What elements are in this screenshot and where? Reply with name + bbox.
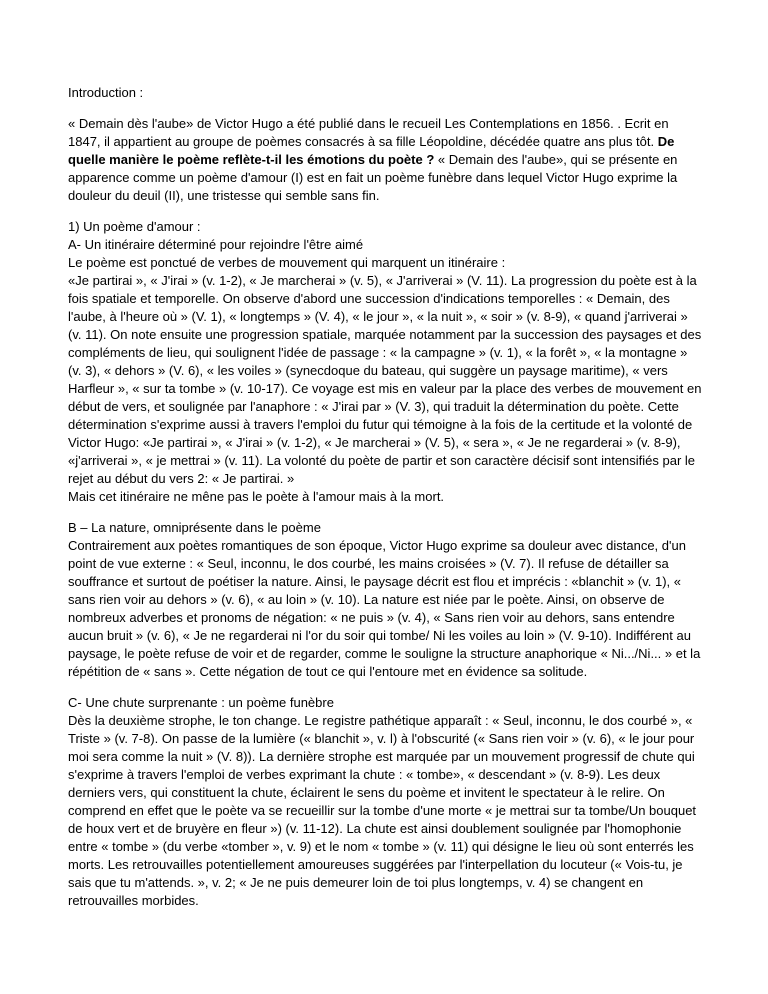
section-1-part-b xyxy=(68,519,702,681)
part-b-body: Contrairement aux poètes romantiques de son époque, Victor Hugo exprime sa douleur avec distance, d'un point de vue externe : « Seul, inconnu, le dos courbé, les mains croisées » (V. 7). Il refuse de détailler sa souffrance et surtout de poétiser la nature. Ainsi, le paysage décrit est flou et imprécis : «blanchit » (v. 1), « sans rien voir au dehors » (v. 6), « au loin » (v. 10). La nature est niée par le poète. Ainsi, on observe de nombreux adverbes et pronoms de négation: « ne puis » (v. 4), « Sans rien voir au dehors, sans entendre aucun bruit » (v. 6), « Je ne regarderai ni l'or du soir qui tombe/ Ni les voiles au loin » (V. 9-10). Indifférent au paysage, le poète refuse de voir et de regarder, comme le souligne la structure anaphorique « Ni.../Ni... » et la répétition de « sans ». Cette négation de tout ce qui l'entoure met en évidence sa solitude. xyxy=(68,538,701,679)
problematique-bold-text: De quelle manière le poème reflète-t-il les émotions du poète ? xyxy=(68,134,675,167)
section-1-part-c xyxy=(68,694,702,910)
intro-heading: Introduction : xyxy=(68,85,144,100)
part-a-heading: A- Un itinéraire déterminé pour rejoindre l'être aimé xyxy=(68,237,364,252)
intro-text-after-bold: « Demain des l'aube», qui se présente en apparence comme un poème d'amour (I) est en fait un poème funèbre dans lequel Victor Hugo exprime la douleur du deuil (II), une tristesse qui semble sans fin. xyxy=(68,152,678,203)
part-c-body: Dès la deuxième strophe, le ton change. Le registre pathétique apparaît : « Seul, inconnu, le dos courbé », « Triste » (v. 7-8). On passe de la lumière (« blanchit », v. l) à l'obscurité (« Sans rien voir » (v. 6), « le jour pour moi sera comme la nuit » (V. 8)). La dernière strophe est marquée par un mouvement progressif de chute qui s'exprime à travers l'emploi de verbes exprimant la chute : « tombe», « descendant » (v. 8-9). Les deux derniers vers, qui constituent la chute, éclairent le sens du poème et invitent le spectateur à le relire. On comprend en effet que le poète va se recueillir sur la tombe d'une morte « je mettrai sur ta tombe/Un bouquet de houx vert et de bruyère en fleur ») (v. 11-12). La chute est ainsi doublement soulignée par l'homophonie entre « tombe » (du verbe «tomber », v. 9) et le nom « tombe » (v. 11) qui désigne le lieu où sont enterrés les morts. Les retrouvailles potentiellement amoureuses suggérées par l'interpellation du locuteur (« Vois-tu, je sais que tu m'attends. », v. 2; « Je ne puis demeurer loin de toi plus longtemps, v. 4) se changent en retrouvailles morbides. xyxy=(68,713,697,908)
intro-text-before-bold: « Demain dès l'aube» de Victor Hugo a été publié dans le recueil Les Contemplations en 1856. . Ecrit en 1847, il appartient au groupe de poèmes consacrés à sa fille Léopoldine, décédée quatre ans plus tôt. xyxy=(68,116,669,149)
section-1-part-a xyxy=(68,218,702,506)
intro-paragraph xyxy=(68,115,702,205)
part-c-heading: C- Une chute surprenante : un poème funèbre xyxy=(68,695,334,710)
part-a-intro-line: Le poème est ponctué de verbes de mouvement qui marquent un itinéraire : xyxy=(68,255,506,270)
part-a-closing: Mais cet itinéraire ne mêne pas le poète à l'amour mais à la mort. xyxy=(68,489,445,504)
section-1-title: 1) Un poème d'amour : xyxy=(68,219,201,234)
part-a-body: «Je partirai », « J'irai » (v. 1-2), « Je marcherai » (v. 5), « J'arriverai » (V. 11). La progression du poète est à la fois spatiale et temporelle. On observe d'abord une succession d'indications temporelles : « Demain, des l'aube, à l'heure où » (V. 1), « longtemps » (V. 4), « le jour », « la nuit », « soir » (v. 8-9), « quand j'arriverai » (v. 11). On note ensuite une progression spatiale, marquée notamment par la succession des paysages et des compléments de lieu, qui soulignent l'idée de passage : « la campagne » (v. 1), « la forêt », « la montagne » (v. 3), « dehors » (V. 6), « les voiles » (synecdoque du bateau, qui suggère un paysage maritime), « vers Harfleur », « sur ta tombe » (v. 10-17). Ce voyage est mis en valeur par la place des verbes de mouvement en début de vers, et soulignée par l'anaphore : « J'irai par » (V. 3), qui traduit la détermination du poète. Cette détermination s'exprime aussi à travers l'emploi du futur qui témoigne à la fois de la certitude et la volonté de Victor Hugo: «Je partirai », « J'irai » (v. 1-2), « Je marcherai » (V. 5), « sera », « Je ne regarderai » (v. 8-9), «j'arriverai », « je mettrai » (v. 11). La volonté du poète de partir et son caractère décisif sont intensifiés par le rejet au début du vers 2: « Je partirai. » xyxy=(68,273,702,486)
part-b-heading: B – La nature, omniprésente dans le poème xyxy=(68,520,321,535)
